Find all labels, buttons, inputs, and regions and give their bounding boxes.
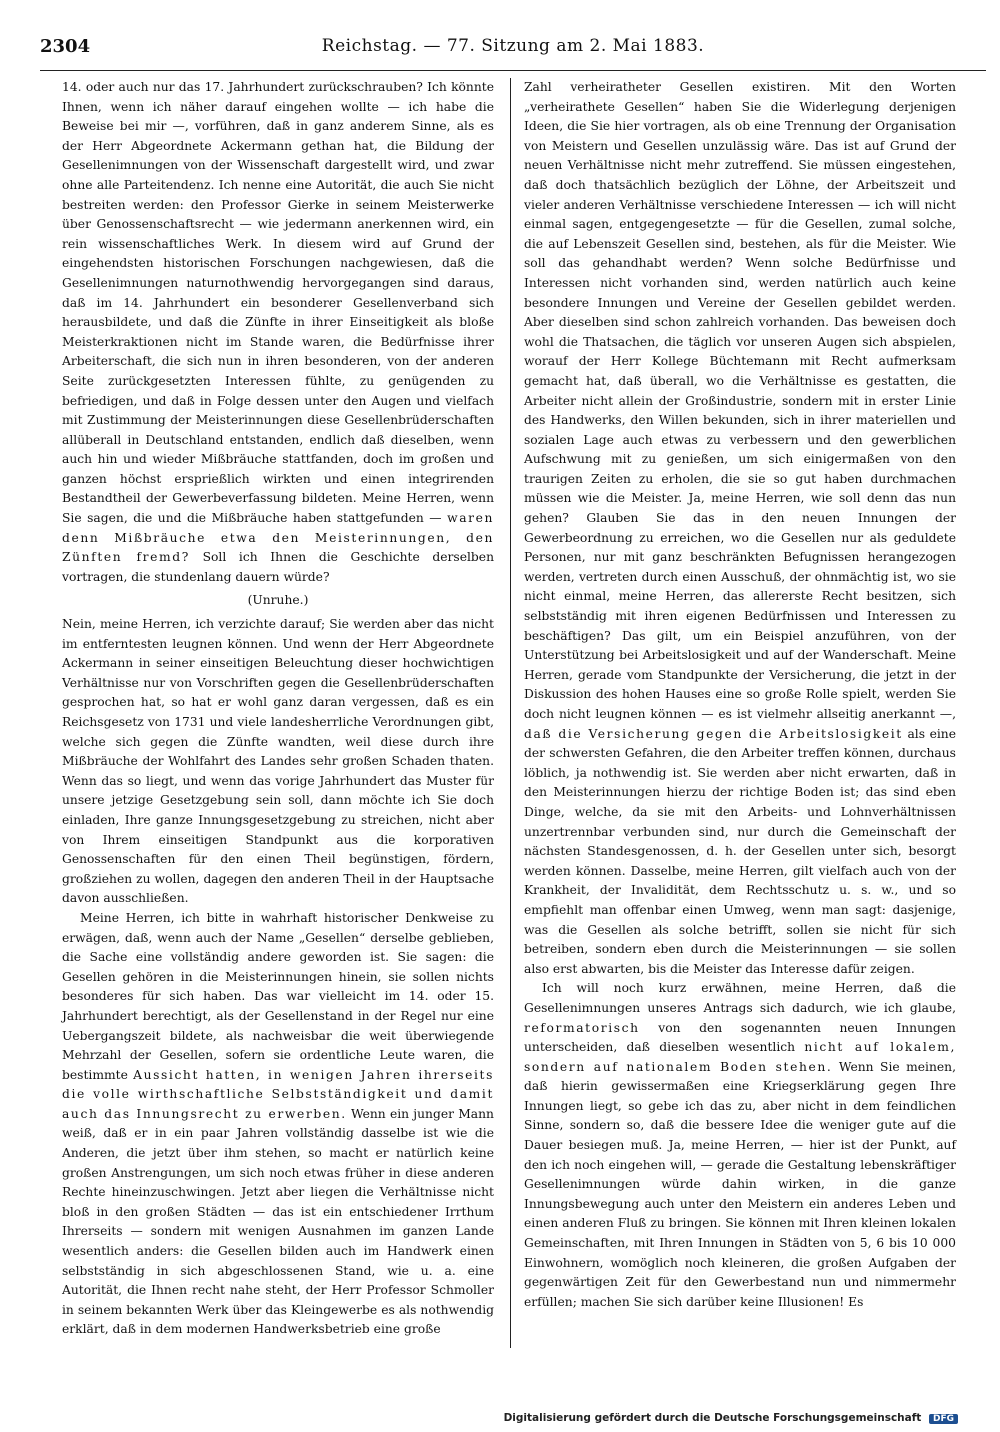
emphasized-text: waren denn Mißbräuche etwa den Meisterinnungen, den Zünften fremd? — [62, 511, 494, 565]
paragraph — [62, 909, 494, 1340]
emphasized-text: nicht auf lokalem, sondern auf nationalem Boden stehen. — [524, 1040, 957, 1074]
paragraph-text: Wenn Sie meinen, daß hierin gewissermaßen eine Kriegserklärung gegen Ihre Innungen liegt, so gebe ich das zu, aber nicht in dem feindlichen Sinne, sondern so, daß die bessere Idee die weniger gute auf die Dauer besiegen muß. Ja, meine Herren, — hier ist der Punkt, auf den ich noch eingehen will, — gerade die Gestaltung lebenskräftiger Gesellenimnungen würde dahin wirken, in die ganze Innungsbewegung auch unter den Meistern ein anderes Leben und einen anderen Fluß zu bringen. Sie können mit Ihren kleinen lokalen Gemeinschaften, mit Ihren Innungen in Städten von 5, 6 bis 10 000 Einwohnern, womöglich noch kleineren, die großen Aufgaben der gegenwärtigen Zeit für den Gewerbestand nun und nimmermehr erfüllen; machen Sie sich darüber keine Illusionen! Es — [524, 1059, 956, 1309]
paragraph-text: Meine Herren, ich bitte in wahrhaft historischer Denkweise zu erwägen, daß, wenn auch der Name „Gesellen“ derselbe geblieben, die Sache eine vollständig andere geworden ist. Sie sagen: die Gesellen gehören in die Meisterinnungen hinein, sie sollen nichts besonderes für sich haben. Das war vielleicht im 14. oder 15. Jahrhundert berechtigt, als der Gesellenstand in der Regel nur eine Uebergangszeit bildete, als nachweisbar die weit überwiegende Mehrzahl der Gesellen, sofern sie ordentliche Leute waren, die bestimmte — [62, 910, 494, 1082]
emphasized-text: daß die Versicherung gegen die Arbeitslosigkeit — [524, 726, 903, 741]
digitization-credit — [504, 1412, 958, 1424]
paragraph: Nein, meine Herren, ich verzichte darauf; Sie werden aber das nicht im entferntesten leugnen können. Und wenn der Herr Abgeordnete Ackermann in seiner einseitigen Beleuchtung dieser hochwichtigen Verhältnisse nur von Vorschriften gegen die Gesellenbrüderschaften gesprochen hat, so hat er wohl ganz daran vergessen, daß es ein Reichsgesetz von 1731 und viele landesherrliche Verordnungen gibt, welche sich gegen die Zünfte wandten, weil diese durch ihre Mißbräuche der Wohlfahrt des Landes sehr großen Schaden thaten. Wenn das so liegt, und wenn das vorige Jahrhundert das Muster für unsere jetzige Gesetzgebung sein soll, dann möchte ich Sie doch einladen, Ihre ganze Innungsgesetzgebung zu streichen, nicht aber von Ihrem einseitigen Standpunkt aus die korporativen Genossenschaften für den einen Theil begünstigen, fördern, großziehen zu wollen, dagegen den anderen Theil in der Hauptsache davon ausschließen. — [62, 617, 494, 906]
paragraph-text: 14. oder auch nur das 17. Jahrhundert zurückschrauben? Ich könnte Ihnen, wenn ich näher darauf eingehen wollte — ich habe die Beweise bei mir —, vorführen, daß in ganz anderem Sinne, als es der Herr Abgeordnete Ackermann gethan hat, die Bildung der Gesellenimnungen von der Wissenschaft dargestellt wird, und zwar ohne alle Parteitendenz. Ich nenne eine Autorität, die auch Sie nicht bestreiten werden: den Professor Gierke in seinem Meisterwerke über Genossenschaftsrecht — wie jedermann anerkennen wird, ein rein wissenschaftliches Werk. In diesem wird auf Grund der eingehendsten historischen Forschungen nachgewiesen, daß die Gesellenimnungen naturnothwendig hervorgegangen sind daraus, daß im 14. Jahrhundert ein besonderer Gesellenverband sich herausbildete, und daß die Zünfte in ihrer Einseitigkeit als bloße Meisterkraktionen nicht im Stande waren, die Bedürfnisse ihrer Arbeiterschaft, die sich nun in ihren besonderen, von der anderen Seite zurückgesetzten Interessen fühlte, zu genügenden zu befriedigen, und daß in Folge dessen unter den Augen und vielfach mit Zustimmung der Meisterinnungen diese Gesellenbrüderschaften allüberall in Deutschland entstanden, endlich daß dieselben, wenn auch hin und wieder Mißbräuche stattfanden, doch im großen und ganzen höchst ersprießlich wirkten und einen integrirenden Bestandtheil der Gewerbeverfassung bildeten. Meine Herren, wenn Sie sagen, die und die Mißbräuche haben stattgefunden — — [62, 80, 494, 526]
paragraph — [524, 78, 956, 979]
left-column — [62, 78, 494, 1340]
paragraph — [62, 78, 494, 587]
emphasized-text: reformatorisch — [524, 1020, 640, 1035]
right-column — [524, 78, 956, 1312]
page — [40, 20, 986, 1360]
column-divider — [510, 78, 511, 1348]
page-header — [40, 30, 986, 71]
paragraph-text: Soll ich Ihnen die Geschichte derselben vortragen, die stundenlang dauern würde? — [62, 550, 494, 584]
paragraph-text: Wenn ein junger Mann weiß, daß er in ein paar Jahren vollständig dasselbe ist wie die Anderen, die jetzt über ihm stehen, so macht er natürlich keine großen Anstrengungen, um sich noch etwas früher in diese anderen Rechte hineinzuschwingen. Jetzt aber liegen die Verhältnisse nicht bloß in den großen Städten — das ist ein entschiedener Irrthum Ihrerseits — sondern mit wenigen Ausnahmen im ganzen Lande wesentlich anders: die Gesellen bilden auch im Handwerk einen selbstständig in sich abgeschlossenen Stand, wie u. a. eine Autorität, die Ihnen recht nahe steht, der Herr Professor Schmoller in seinem bekannten Werk über das Kleingewerbe es als nothwendig erklärt, daß in dem modernen Handwerksbetrieb eine große — [62, 1106, 494, 1337]
paragraph — [524, 979, 956, 1312]
emphasized-text: Aussicht hatten, in wenigen Jahren ihrerseits die volle wirthschaftliche Selbstständigkeit und damit auch das Innungsrecht zu erwerben. — [62, 1067, 494, 1121]
paragraph-text: Zahl verheiratheter Gesellen existiren. Mit den Worten „verheirathete Gesellen“ haben Sie die Widerlegung derjenigen Ideen, die Sie hier vortragen, als ob eine Trennung der Organisation von Meistern und Gesellen unzulässig wäre. Das ist auf Grund der neuen Verhältnisse nicht mehr zutreffend. Sie müssen eingestehen, daß doch thatsächlich bezüglich der Löhne, der Arbeitszeit und vieler anderen Verhältnisse verschiedene Interessen — ich will nicht einmal sagen, entgegengesetzte — für die Gesellen, zumal solche, die auf Lebenszeit Gesellen sind, bestehen, als für die Meister. Wie soll das gehandhabt werden? Wenn solche Bedürfnisse und Interessen nicht vorhanden sind, werden natürlich auch keine besondere Innungen und Vereine der Gesellen gebildet werden. Aber dieselben sind schon zahlreich vorhanden. Das beweisen doch wohl die Thatsachen, die täglich vor unseren Augen sich abspielen, worauf der Herr Kollege Büchtemann mit Recht aufmerksam gemacht hat, daß überall, wo die Verhältnisse es gestatten, die Arbeiter nicht allein der Großindustrie, sondern mit in erster Linie des Handwerks, den Willen bekunden, sich in ihrer materiellen und sozialen Lage auch etwas zu verbessern und den gewerblichen Aufschwung mit zu genießen, um sich einigermaßen von den traurigen Zeiten zu erholen, die sie so gut haben durchmachen müssen wie die Meister. Ja, meine Herren, wie soll denn das nun gehen? Glauben Sie das in den neuen Innungen der Gewerbeordnung zu erreichen, wo die Gesellen nur als geduldete Personen, nur mit ganz beschränkten Befugnissen herangezogen werden, vertreten durch einen Ausschuß, der ohnmächtig ist, wo sie nicht einmal, meine Herren, das allererste Recht besitzen, sich selbstständig mit ihren eigenen Bedürfnissen und Interessen zu beschäftigen? Das gilt, um ein Beispiel anzuführen, von der Unterstützung bei Arbeitslosigkeit und auf der Wanderschaft. Meine Herren, gerade vom Standpunkte der Versicherung, die jetzt in der Diskussion des hohen Hauses eine so große Rolle spielt, werden Sie doch nicht leugnen können — es ist vielmehr allseitig anerkannt —, — [524, 80, 956, 721]
running-head: Reichstag. — 77. Sitzung am 2. Mai 1883. — [321, 36, 705, 56]
page-number: 2304 — [40, 36, 91, 57]
paragraph-text: Ich will noch kurz erwähnen, meine Herren, daß die Gesellenimnungen unseres Antrags sich dadurch, wie ich glaube, — [524, 981, 956, 1015]
paragraph-text: als eine der schwersten Gefahren, die den Arbeiter treffen können, durchaus löblich, ja nothwendig ist. Sie werden aber nicht erwarten, daß in den Meisterinnungen hierzu der richtige Boden ist; das sind eben Dinge, welche, da sie mit den Arbeits- und Lohnverhältnissen unzertrennbar verbunden sind, nur durch die Gemeinschaft der nächsten Standesgenossen, d. h. der Gesellen unter sich, besorgt werden können. Dasselbe, meine Herren, gilt vielfach auch von der Krankheit, der Invalidität, dem Rechtsschutz u. s. w., und so empfiehlt man offenbar einen Umweg, wenn man sagt: dasjenige, was die Gesellen als solche betrifft, sollen sie nicht für sich betreiben, sondern eben durch die Meisterinnungen — sie sollen also erst abwarten, bis die Meister das Interesse dafür zeigen. — [524, 726, 956, 976]
interjection: (Unruhe.) — [247, 593, 309, 608]
paragraph-text: von den sogenannten neuen Innungen unterscheiden, daß dieselben wesentlich — [524, 1020, 956, 1055]
dfg-logo: DFG — [929, 1414, 958, 1424]
credit-text: Digitalisierung gefördert durch die Deutsche Forschungsgemeinschaft — [503, 1412, 922, 1424]
